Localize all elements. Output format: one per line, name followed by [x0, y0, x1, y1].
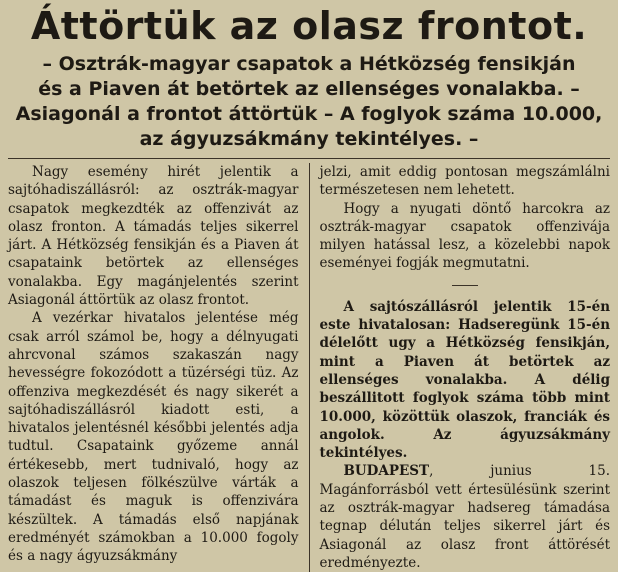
article-columns	[8, 163, 610, 572]
official-report: A sajtószállásról jelentik 15-én este hivatalosan: Hadseregünk 15-én délelőtt ugy a Hétközség fensikján, mint a Piaven át betörtek az ellenséges vonalakba. A délig beszállitott foglyok száma több mint 10.000, közöttük olaszok, franciák és angolok. Az ágyuzsákmány tekintélyes.	[319, 298, 611, 462]
deck-line-2: és a Piaven át betörtek az ellenséges vonalakba. –	[38, 78, 580, 100]
paragraph: A vezérkar hivatalos jelentése még csak arról számol be, hogy a délnyugati ahrcvonal számos szakaszán nagy hevességre fokozódott a tüzérségi tüz. Az offenziva megkezdését és nagy sikerét a sajtóhadiszállásról kiadott esti, a hivatalos jelentésnél későbbi jelentés adja tudtul. Csapataink győzeme annál értékesebb, mert tudnivaló, hogy az olaszok teljesen fölkészülve várták a támadást és maguk is offenzivára készültek. A támadás első napjának eredményét számokban a 10.000 fogoly és a nagy ágyuzsákmány	[8, 310, 299, 565]
deck-line-1: – Osztrák-magyar csapatok a Hétközség fensikján	[42, 53, 576, 75]
paragraph: jelzi, amit eddig pontosan megszámlálni természetesen nem lehetett.	[319, 164, 611, 199]
horizontal-rule	[8, 158, 610, 159]
dateline-body: , junius 15. Magánforrásból vett értesülésünk szerint az osztrák-magyar hadsereg támadása tegnap délután teljes sikerrel járt és Asiagonál az olasz front áttörését eredményezte.	[319, 463, 611, 571]
deck	[8, 52, 610, 152]
deck-line-4: az ágyuzsákmány tekintélyes. –	[139, 128, 479, 150]
paragraph: Hogy a nyugati döntő harcokra az osztrák-magyar csapatok offenzivája milyen hatással lesz, a közelebbi napok eseményei fogják megmutatni.	[319, 200, 611, 272]
headline: Áttörtük az olasz frontot.	[30, 4, 588, 48]
paragraph: Nagy esemény hirét jelentik a sajtóhadiszállásról: az osztrák-magyar csapatok megkezdték az offenzivát az olasz fronton. A támadás teljes sikerrel járt. A Hétközség fensikján és a Piaven át csapataink betörtek az ellenséges vonalakba. Egy magánjelentés szerint Asiagonál áttörtük az olasz frontot.	[8, 164, 299, 309]
column-right	[320, 163, 611, 572]
section-separator	[452, 285, 478, 286]
column-left	[8, 163, 299, 572]
dateline: BUDAPEST	[343, 463, 430, 480]
column-divider	[309, 163, 310, 572]
deck-line-3: Asiagonál a frontot áttörtük – A foglyok száma 10.000,	[15, 103, 603, 125]
budapest-paragraph	[320, 462, 611, 572]
